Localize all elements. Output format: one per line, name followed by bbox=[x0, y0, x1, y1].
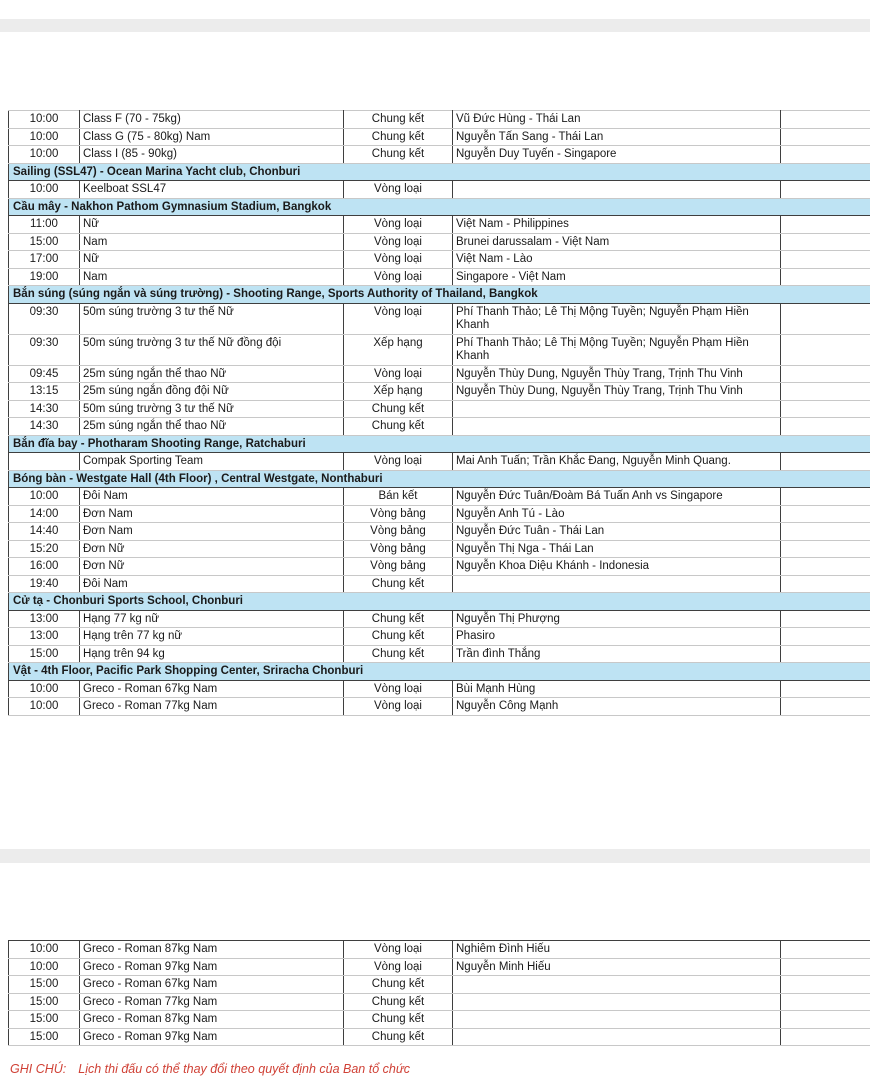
time-cell: 15:00 bbox=[9, 993, 80, 1011]
round-cell: Chung kết bbox=[344, 1028, 453, 1046]
blank-cell bbox=[781, 400, 870, 418]
blank-cell bbox=[781, 181, 870, 199]
round-cell: Xếp hạng bbox=[344, 383, 453, 401]
blank-cell bbox=[781, 1028, 870, 1046]
schedule-row bbox=[9, 505, 870, 523]
schedule-row bbox=[9, 400, 870, 418]
round-cell: Xếp hạng bbox=[344, 334, 453, 365]
athletes-cell: Nguyễn Đức Tuân/Đoàm Bá Tuấn Anh vs Singapore bbox=[453, 488, 781, 506]
time-cell bbox=[9, 453, 80, 471]
page-break-band-top bbox=[0, 19, 870, 32]
round-cell: Chung kết bbox=[344, 993, 453, 1011]
athletes-cell: Nghiêm Đình Hiếu bbox=[453, 941, 781, 959]
section-header-row bbox=[9, 198, 870, 216]
athletes-cell bbox=[453, 418, 781, 436]
athletes-cell: Vũ Đức Hùng - Thái Lan bbox=[453, 111, 781, 129]
athletes-cell: Việt Nam - Philippines bbox=[453, 216, 781, 234]
footnote bbox=[10, 1062, 410, 1076]
time-cell: 10:00 bbox=[9, 128, 80, 146]
event-cell: Greco - Roman 67kg Nam bbox=[80, 680, 344, 698]
round-cell: Vòng loại bbox=[344, 303, 453, 334]
athletes-cell bbox=[453, 1011, 781, 1029]
schedule-row bbox=[9, 1028, 870, 1046]
round-cell: Vòng loại bbox=[344, 233, 453, 251]
section-header-label: Bắn đĩa bay - Photharam Shooting Range, Ratchaburi bbox=[9, 435, 870, 453]
round-cell: Chung kết bbox=[344, 1011, 453, 1029]
time-cell: 10:00 bbox=[9, 488, 80, 506]
footnote-label: GHI CHÚ: bbox=[10, 1062, 67, 1076]
schedule-row bbox=[9, 453, 870, 471]
athletes-cell: Nguyễn Công Mạnh bbox=[453, 698, 781, 716]
blank-cell bbox=[781, 628, 870, 646]
schedule-row bbox=[9, 575, 870, 593]
athletes-cell: Brunei darussalam - Việt Nam bbox=[453, 233, 781, 251]
event-cell: Hạng trên 77 kg nữ bbox=[80, 628, 344, 646]
time-cell: 13:15 bbox=[9, 383, 80, 401]
schedule-row bbox=[9, 523, 870, 541]
athletes-cell: Phí Thanh Thảo; Lê Thị Mộng Tuyền; Nguyễn Phạm Hiền Khanh bbox=[453, 334, 781, 365]
athletes-cell: Nguyễn Khoa Diệu Khánh - Indonesia bbox=[453, 558, 781, 576]
schedule-row bbox=[9, 958, 870, 976]
athletes-cell bbox=[453, 575, 781, 593]
section-header-row bbox=[9, 663, 870, 681]
time-cell: 19:00 bbox=[9, 268, 80, 286]
time-cell: 11:00 bbox=[9, 216, 80, 234]
athletes-cell: Nguyễn Đức Tuân - Thái Lan bbox=[453, 523, 781, 541]
schedule-row bbox=[9, 610, 870, 628]
event-cell: Greco - Roman 87kg Nam bbox=[80, 1011, 344, 1029]
event-cell: Nữ bbox=[80, 251, 344, 269]
event-cell: Greco - Roman 97kg Nam bbox=[80, 1028, 344, 1046]
time-cell: 09:30 bbox=[9, 334, 80, 365]
time-cell: 19:40 bbox=[9, 575, 80, 593]
round-cell: Vòng bảng bbox=[344, 540, 453, 558]
section-header-row bbox=[9, 163, 870, 181]
section-header-label: Cử tạ - Chonburi Sports School, Chonburi bbox=[9, 593, 870, 611]
round-cell: Vòng loại bbox=[344, 216, 453, 234]
blank-cell bbox=[781, 958, 870, 976]
time-cell: 10:00 bbox=[9, 941, 80, 959]
schedule-row bbox=[9, 233, 870, 251]
athletes-cell: Singapore - Việt Nam bbox=[453, 268, 781, 286]
blank-cell bbox=[781, 941, 870, 959]
schedule-row bbox=[9, 698, 870, 716]
time-cell: 10:00 bbox=[9, 958, 80, 976]
round-cell: Vòng loại bbox=[344, 365, 453, 383]
blank-cell bbox=[781, 488, 870, 506]
event-cell: Greco - Roman 67kg Nam bbox=[80, 976, 344, 994]
schedule-row bbox=[9, 488, 870, 506]
schedule-row bbox=[9, 645, 870, 663]
time-cell: 10:00 bbox=[9, 680, 80, 698]
time-cell: 15:00 bbox=[9, 645, 80, 663]
event-cell: 25m súng ngắn thể thao Nữ bbox=[80, 418, 344, 436]
round-cell: Chung kết bbox=[344, 146, 453, 164]
blank-cell bbox=[781, 268, 870, 286]
section-header-label: Bóng bàn - Westgate Hall (4th Floor) , Central Westgate, Nonthaburi bbox=[9, 470, 870, 488]
event-cell: Đơn Nữ bbox=[80, 558, 344, 576]
time-cell: 09:30 bbox=[9, 303, 80, 334]
athletes-cell bbox=[453, 976, 781, 994]
event-cell: Đôi Nam bbox=[80, 575, 344, 593]
round-cell: Vòng loại bbox=[344, 698, 453, 716]
blank-cell bbox=[781, 303, 870, 334]
schedule-row bbox=[9, 303, 870, 334]
schedule-row bbox=[9, 146, 870, 164]
blank-cell bbox=[781, 1011, 870, 1029]
blank-cell bbox=[781, 575, 870, 593]
event-cell: Class I (85 - 90kg) bbox=[80, 146, 344, 164]
blank-cell bbox=[781, 523, 870, 541]
event-cell: Greco - Roman 87kg Nam bbox=[80, 941, 344, 959]
athletes-cell: Mai Anh Tuấn; Trần Khắc Đang, Nguyễn Minh Quang. bbox=[453, 453, 781, 471]
round-cell: Vòng bảng bbox=[344, 505, 453, 523]
event-cell: Đôi Nam bbox=[80, 488, 344, 506]
round-cell: Chung kết bbox=[344, 976, 453, 994]
schedule-row bbox=[9, 216, 870, 234]
athletes-cell: Việt Nam - Lào bbox=[453, 251, 781, 269]
athletes-cell: Nguyễn Thùy Dung, Nguyễn Thùy Trang, Trịnh Thu Vinh bbox=[453, 383, 781, 401]
athletes-cell: Nguyễn Thị Nga - Thái Lan bbox=[453, 540, 781, 558]
blank-cell bbox=[781, 680, 870, 698]
time-cell: 10:00 bbox=[9, 146, 80, 164]
time-cell: 16:00 bbox=[9, 558, 80, 576]
schedule-row bbox=[9, 1011, 870, 1029]
event-cell: 25m súng ngắn thể thao Nữ bbox=[80, 365, 344, 383]
event-cell: 50m súng trường 3 tư thế Nữ bbox=[80, 400, 344, 418]
blank-cell bbox=[781, 418, 870, 436]
event-cell: Keelboat SSL47 bbox=[80, 181, 344, 199]
event-cell: Greco - Roman 77kg Nam bbox=[80, 993, 344, 1011]
section-header-label: Sailing (SSL47) - Ocean Marina Yacht club, Chonburi bbox=[9, 163, 870, 181]
schedule-table-lower bbox=[8, 940, 870, 1046]
blank-cell bbox=[781, 540, 870, 558]
round-cell: Vòng bảng bbox=[344, 523, 453, 541]
athletes-cell: Bùi Mạnh Hùng bbox=[453, 680, 781, 698]
section-header-label: Bắn súng (súng ngắn và súng trường) - Shooting Range, Sports Authority of Thailand, Bangkok bbox=[9, 286, 870, 304]
blank-cell bbox=[781, 383, 870, 401]
schedule-row bbox=[9, 268, 870, 286]
blank-cell bbox=[781, 128, 870, 146]
round-cell: Vòng loại bbox=[344, 453, 453, 471]
section-header-row bbox=[9, 435, 870, 453]
round-cell: Chung kết bbox=[344, 111, 453, 129]
athletes-cell bbox=[453, 993, 781, 1011]
section-header-label: Vật - 4th Floor, Pacific Park Shopping Center, Sriracha Chonburi bbox=[9, 663, 870, 681]
event-cell: Nữ bbox=[80, 216, 344, 234]
event-cell: Greco - Roman 77kg Nam bbox=[80, 698, 344, 716]
time-cell: 14:40 bbox=[9, 523, 80, 541]
blank-cell bbox=[781, 146, 870, 164]
athletes-cell: Phasiro bbox=[453, 628, 781, 646]
round-cell: Vòng loại bbox=[344, 251, 453, 269]
round-cell: Chung kết bbox=[344, 610, 453, 628]
round-cell: Vòng loại bbox=[344, 958, 453, 976]
time-cell: 13:00 bbox=[9, 628, 80, 646]
round-cell: Bán kết bbox=[344, 488, 453, 506]
blank-cell bbox=[781, 610, 870, 628]
event-cell: Compak Sporting Team bbox=[80, 453, 344, 471]
round-cell: Chung kết bbox=[344, 400, 453, 418]
blank-cell bbox=[781, 453, 870, 471]
footnote-text: Lịch thi đấu có thể thay đổi theo quyết định của Ban tổ chức bbox=[78, 1062, 411, 1076]
time-cell: 15:00 bbox=[9, 1028, 80, 1046]
time-cell: 17:00 bbox=[9, 251, 80, 269]
round-cell: Vòng loại bbox=[344, 680, 453, 698]
athletes-cell: Trần đình Thắng bbox=[453, 645, 781, 663]
round-cell: Vòng bảng bbox=[344, 558, 453, 576]
athletes-cell: Nguyễn Duy Tuyến - Singapore bbox=[453, 146, 781, 164]
round-cell: Chung kết bbox=[344, 128, 453, 146]
schedule-row bbox=[9, 334, 870, 365]
time-cell: 14:30 bbox=[9, 400, 80, 418]
time-cell: 15:20 bbox=[9, 540, 80, 558]
schedule-row bbox=[9, 993, 870, 1011]
round-cell: Vòng loại bbox=[344, 268, 453, 286]
schedule-row bbox=[9, 540, 870, 558]
athletes-cell: Nguyễn Minh Hiếu bbox=[453, 958, 781, 976]
time-cell: 10:00 bbox=[9, 111, 80, 129]
blank-cell bbox=[781, 251, 870, 269]
time-cell: 15:00 bbox=[9, 1011, 80, 1029]
blank-cell bbox=[781, 645, 870, 663]
schedule-table-upper bbox=[8, 110, 870, 716]
schedule-row bbox=[9, 365, 870, 383]
blank-cell bbox=[781, 365, 870, 383]
time-cell: 09:45 bbox=[9, 365, 80, 383]
schedule-row bbox=[9, 558, 870, 576]
section-header-row bbox=[9, 593, 870, 611]
section-header-row bbox=[9, 470, 870, 488]
schedule-row bbox=[9, 418, 870, 436]
blank-cell bbox=[781, 505, 870, 523]
event-cell: 50m súng trường 3 tư thế Nữ đồng đội bbox=[80, 334, 344, 365]
schedule-row bbox=[9, 976, 870, 994]
blank-cell bbox=[781, 216, 870, 234]
schedule-row bbox=[9, 128, 870, 146]
round-cell: Vòng loại bbox=[344, 941, 453, 959]
round-cell: Vòng loại bbox=[344, 181, 453, 199]
time-cell: 15:00 bbox=[9, 233, 80, 251]
athletes-cell: Nguyễn Tấn Sang - Thái Lan bbox=[453, 128, 781, 146]
athletes-cell: Nguyễn Thùy Dung, Nguyễn Thùy Trang, Trịnh Thu Vinh bbox=[453, 365, 781, 383]
time-cell: 14:30 bbox=[9, 418, 80, 436]
schedule-row bbox=[9, 251, 870, 269]
athletes-cell bbox=[453, 181, 781, 199]
event-cell: Greco - Roman 97kg Nam bbox=[80, 958, 344, 976]
section-header-row bbox=[9, 286, 870, 304]
blank-cell bbox=[781, 334, 870, 365]
event-cell: 50m súng trường 3 tư thế Nữ bbox=[80, 303, 344, 334]
event-cell: Hạng trên 94 kg bbox=[80, 645, 344, 663]
event-cell: Hạng 77 kg nữ bbox=[80, 610, 344, 628]
round-cell: Chung kết bbox=[344, 645, 453, 663]
time-cell: 14:00 bbox=[9, 505, 80, 523]
section-header-label: Cầu mây - Nakhon Pathom Gymnasium Stadium, Bangkok bbox=[9, 198, 870, 216]
athletes-cell bbox=[453, 400, 781, 418]
event-cell: 25m súng ngắn đồng đội Nữ bbox=[80, 383, 344, 401]
athletes-cell bbox=[453, 1028, 781, 1046]
time-cell: 13:00 bbox=[9, 610, 80, 628]
blank-cell bbox=[781, 698, 870, 716]
event-cell: Đơn Nữ bbox=[80, 540, 344, 558]
round-cell: Chung kết bbox=[344, 418, 453, 436]
blank-cell bbox=[781, 233, 870, 251]
athletes-cell: Nguyễn Thị Phượng bbox=[453, 610, 781, 628]
blank-cell bbox=[781, 976, 870, 994]
schedule-row bbox=[9, 941, 870, 959]
event-cell: Nam bbox=[80, 233, 344, 251]
round-cell: Chung kết bbox=[344, 628, 453, 646]
athletes-cell: Phí Thanh Thảo; Lê Thị Mộng Tuyền; Nguyễn Phạm Hiền Khanh bbox=[453, 303, 781, 334]
schedule-row bbox=[9, 628, 870, 646]
time-cell: 10:00 bbox=[9, 698, 80, 716]
event-cell: Đơn Nam bbox=[80, 505, 344, 523]
event-cell: Đơn Nam bbox=[80, 523, 344, 541]
blank-cell bbox=[781, 111, 870, 129]
schedule-row bbox=[9, 680, 870, 698]
schedule-row bbox=[9, 181, 870, 199]
page-break-band-middle bbox=[0, 849, 870, 863]
blank-cell bbox=[781, 558, 870, 576]
round-cell: Chung kết bbox=[344, 575, 453, 593]
time-cell: 15:00 bbox=[9, 976, 80, 994]
event-cell: Nam bbox=[80, 268, 344, 286]
schedule-row bbox=[9, 111, 870, 129]
athletes-cell: Nguyễn Anh Tú - Lào bbox=[453, 505, 781, 523]
time-cell: 10:00 bbox=[9, 181, 80, 199]
event-cell: Class F (70 - 75kg) bbox=[80, 111, 344, 129]
blank-cell bbox=[781, 993, 870, 1011]
schedule-row bbox=[9, 383, 870, 401]
event-cell: Class G (75 - 80kg) Nam bbox=[80, 128, 344, 146]
